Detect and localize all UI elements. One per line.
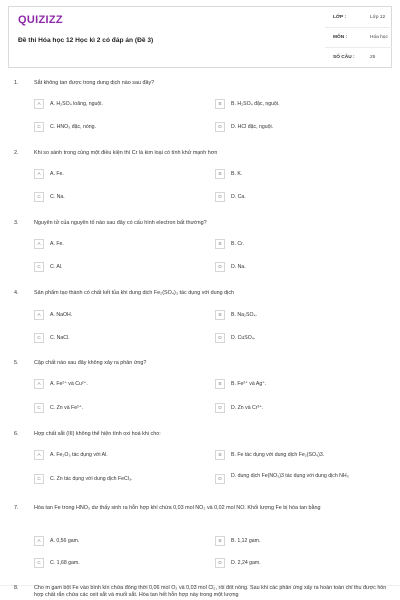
question-number: 6. [14, 431, 19, 437]
option-text: A. Fe. [50, 240, 64, 247]
option-letter: C [34, 192, 44, 202]
option-text: B. K. [231, 170, 243, 177]
option-text: A. NaOH. [50, 311, 73, 318]
question-text: Cho m gam bột Fe vào bình kín chứa đồng thời 0,06 mol O₂ và 0,03 mol Cl₂, rồi đốt nóng. Sau khi các phản ứng xảy ra hoàn toàn chỉ thu được hỗn hợp chất rắn chứa các oxit sắt và muối sắt. Hòa tan hết hỗn hợp này trong một lượng [34, 585, 387, 599]
question-text: Hòa tan Fe trong HNO₃ dư thấy sinh ra hỗn hợp khí chứa 0,03 mol NO₂ và 0,02 mol NO. Khối lượng Fe bị hòa tan bằng [34, 505, 321, 511]
meta-count-value: 25 [370, 55, 376, 60]
question-number: 7. [14, 505, 19, 511]
option-text: A. H₂SO₄ loãng, nguội. [50, 100, 103, 107]
question-text: Sản phẩm tạo thành có chất kết tủa khi dung dịch Fe₂(SO₄)₃ tác dụng với dung dịch [34, 290, 235, 296]
option-text: C. Na. [50, 193, 65, 200]
question-text: Hợp chất sắt (III) không thể hiện tính oxi hoá khi cho: [34, 431, 161, 437]
option-letter: B [215, 99, 225, 109]
meta-count-label: SỐ CÂU : [333, 55, 355, 60]
option-text: A. Fe. [50, 170, 64, 177]
meta-panel [325, 7, 392, 67]
question-number: 3. [14, 220, 19, 226]
option-letter: A [34, 99, 44, 109]
option-letter: D [215, 558, 225, 568]
option-text: D. Na. [231, 263, 246, 270]
option-text: A. Fe²⁺ và Cu²⁺. [50, 380, 88, 387]
option-letter: C [34, 403, 44, 413]
question-number: 4. [14, 290, 19, 296]
question-text: Sắt không tan được trong dung dịch nào sau đây? [34, 80, 155, 86]
option-text: B. Cr. [231, 240, 244, 247]
option-letter: A [34, 310, 44, 320]
option-letter: B [215, 310, 225, 320]
question-8 [0, 585, 400, 600]
option-letter: C [34, 333, 44, 343]
option-letter: D [215, 192, 225, 202]
option-letter: A [34, 536, 44, 546]
option-text: B. Na₂SO₄. [231, 311, 258, 318]
meta-class-label: LỚP : [333, 15, 347, 20]
question-number: 5. [14, 360, 19, 366]
option-text: C. Zn và Fe²⁺. [50, 404, 84, 411]
meta-count-row [325, 47, 392, 67]
option-letter: A [34, 379, 44, 389]
option-text: C. Al. [50, 263, 63, 270]
option-letter: B [215, 450, 225, 460]
option-text: B. H₂SO₄ đặc, nguội. [231, 100, 280, 107]
question-text: Cặp chất nào sau đây không xảy ra phản ứng? [34, 360, 147, 366]
option-letter: C [34, 474, 44, 484]
option-letter: C [34, 262, 44, 272]
option-text: D. Zn và Cr³⁺. [231, 404, 264, 411]
meta-class-row [325, 7, 392, 28]
option-letter: A [34, 450, 44, 460]
option-text: B. Fe tác dụng với dung dịch Fe₂(SO₄)3. [231, 451, 325, 458]
option-text: C. NaCl. [50, 334, 70, 341]
option-letter: B [215, 169, 225, 179]
option-text: C. 1,68 gam. [50, 559, 80, 566]
document-title: Đề thi Hóa học 12 Học kì 2 có đáp án (Đề 3) [18, 37, 154, 44]
option-text: D. 2,24 gam. [231, 559, 261, 566]
quizizz-logo: QUIZIZZ [18, 14, 63, 26]
question-text: Khi so sánh trong cùng một điều kiện thì Cr là kim loại có tính khử mạnh hơn [34, 150, 218, 156]
meta-subject-value: Hóa học [370, 35, 388, 40]
option-letter: C [34, 558, 44, 568]
meta-subject-row [325, 27, 392, 48]
question-number: 2. [14, 150, 19, 156]
question-number: 1. [14, 80, 19, 86]
option-text: A. 0,56 gam. [50, 537, 80, 544]
option-letter: A [34, 239, 44, 249]
option-text: C. Zn tác dụng với dung dịch FeCl₃. [50, 475, 133, 482]
meta-class-value: Lớp 12 [370, 15, 386, 20]
option-letter: D [215, 333, 225, 343]
option-text: B. 1,12 gam. [231, 537, 261, 544]
option-letter: B [215, 379, 225, 389]
option-text: D. dung dịch Fe(NO₃)3 tác dụng với dung dịch NH₃ [231, 473, 349, 479]
option-text: D. Ca. [231, 193, 246, 200]
meta-subject-label: MÔN : [333, 35, 348, 40]
option-letter: B [215, 239, 225, 249]
option-letter: D [215, 262, 225, 272]
question-number: 8. [14, 585, 19, 591]
option-letter: C [34, 122, 44, 132]
option-text: A. Fe₂O₃ tác dụng với Al. [50, 451, 108, 458]
option-letter: D [215, 474, 225, 484]
option-text: B. Fe²⁺ và Ag⁺. [231, 380, 267, 387]
question-text: Nguyên tử của nguyên tố nào sau đây có cấu hình electron bất thường? [34, 220, 207, 226]
option-text: D. CuSO₄. [231, 334, 256, 341]
option-letter: A [34, 169, 44, 179]
option-letter: D [215, 403, 225, 413]
worksheet-header [8, 6, 392, 68]
option-letter: D [215, 122, 225, 132]
option-text: C. HNO₃ đặc, nóng. [50, 123, 96, 130]
option-letter: B [215, 536, 225, 546]
option-text: D. HCl đặc, nguội. [231, 123, 274, 130]
